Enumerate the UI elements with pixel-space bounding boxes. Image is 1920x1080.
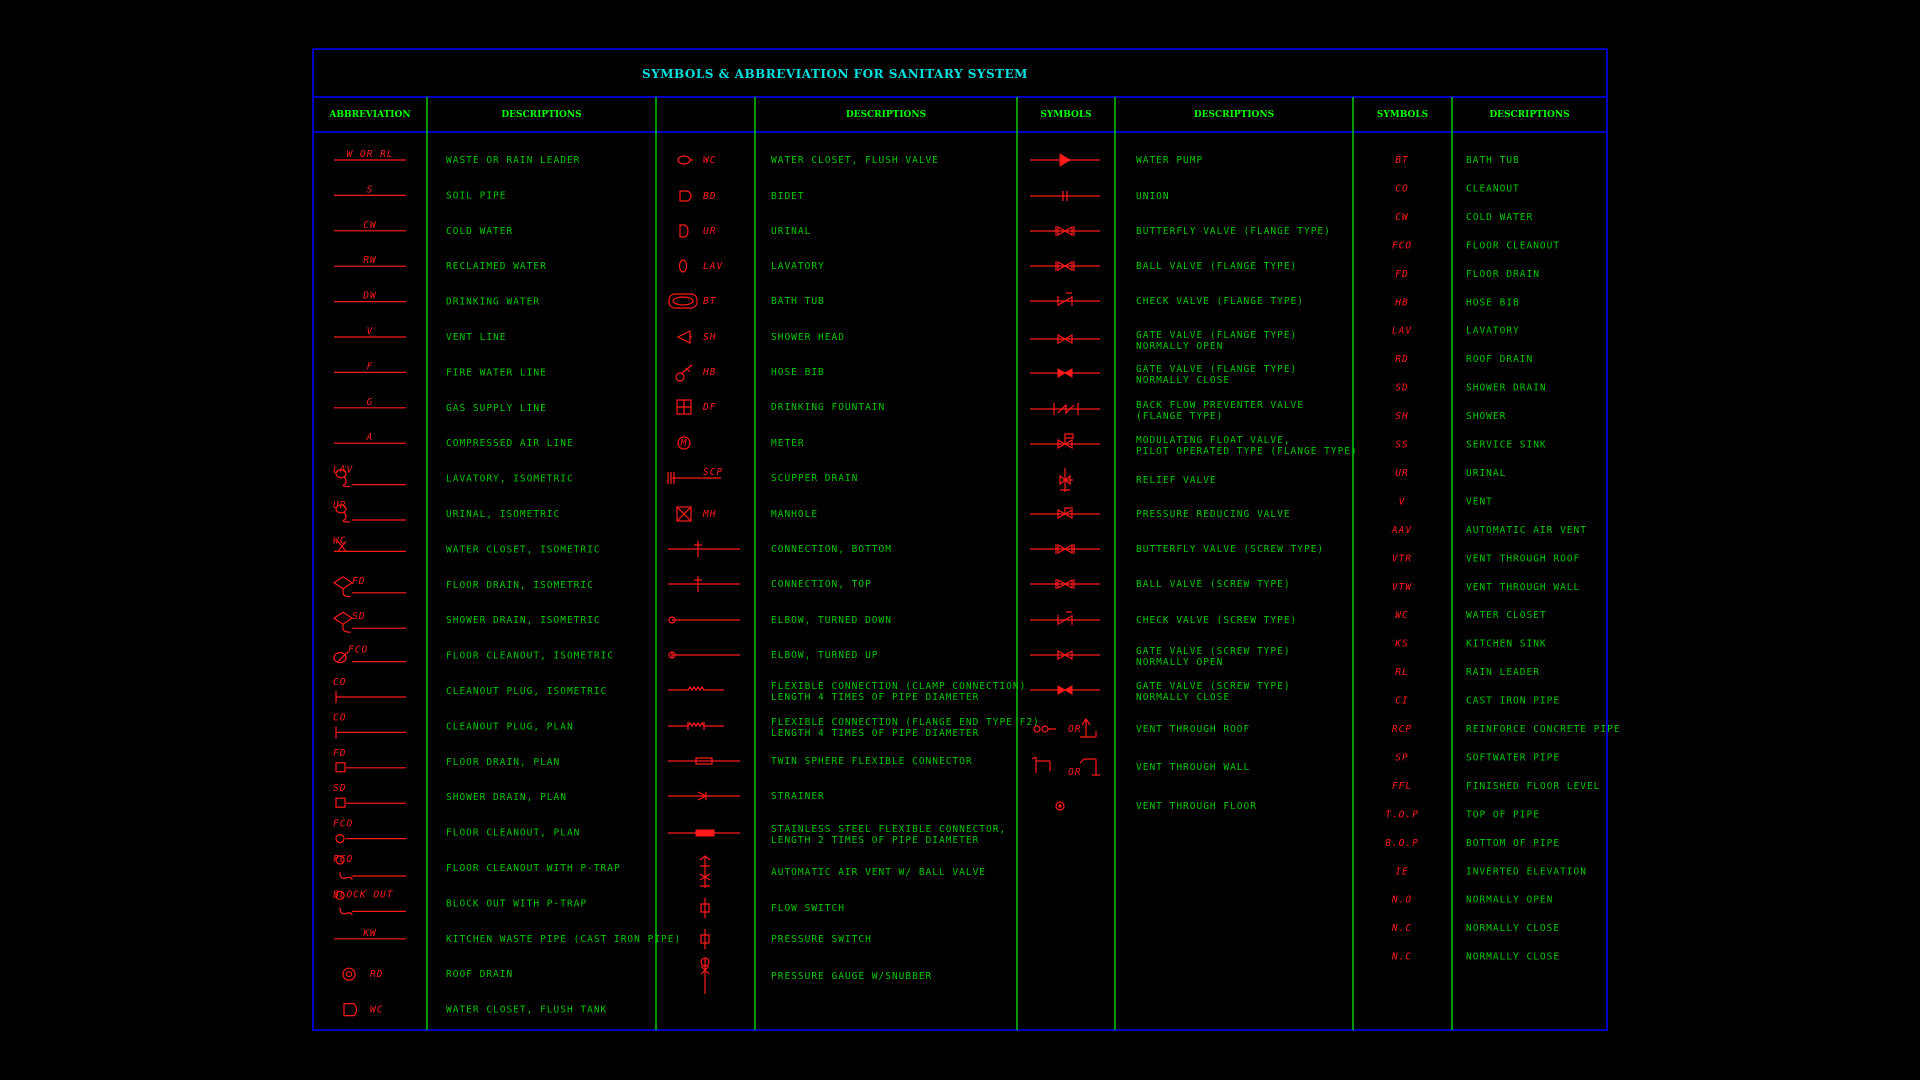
abbreviation-code: FD <box>1395 268 1409 280</box>
description-text: VENT THROUGH FLOOR <box>1136 801 1257 812</box>
description-text: ELBOW, TURNED DOWN <box>771 615 892 626</box>
symbol-code: DW <box>363 290 377 302</box>
symbol-code: BD <box>703 191 717 202</box>
stainless-connector-icon <box>696 830 714 836</box>
description-text: URINAL, ISOMETRIC <box>446 509 561 520</box>
abbreviation-code: V <box>1398 496 1406 508</box>
abbreviation-code: RL <box>1395 667 1409 679</box>
description-text-line2: NORMALLY CLOSE <box>1136 692 1231 703</box>
column-header: SYMBOLS <box>1376 110 1429 120</box>
symbol-code: F <box>366 361 374 373</box>
symbol-code: G <box>366 396 374 408</box>
description-text-line2: (FLANGE TYPE) <box>1136 411 1224 422</box>
abbreviation-code: KS <box>1395 638 1409 650</box>
description-text: SCUPPER DRAIN <box>771 473 859 484</box>
description-text: REINFORCE CONCRETE PIPE <box>1466 724 1621 735</box>
symbol-code: FCO <box>333 818 354 830</box>
column-header: ABBREVIATION <box>329 110 411 120</box>
description-text: AUTOMATIC AIR VENT <box>1466 524 1587 536</box>
description-text: SOFTWATER PIPE <box>1466 752 1561 764</box>
description-text: TOP OF PIPE <box>1466 809 1540 821</box>
description-text: FLOOR DRAIN, PLAN <box>446 756 561 768</box>
abbreviation-code: BT <box>1395 155 1409 166</box>
description-text-line2: LENGTH 4 TIMES OF PIPE DIAMETER <box>771 692 980 703</box>
abbreviation-code: N.C <box>1391 951 1413 963</box>
symbol-code: WC <box>370 1004 384 1016</box>
description-text: HOSE BIB <box>1466 297 1520 309</box>
description-text: CLEANOUT <box>1466 183 1520 195</box>
row-valve-11 <box>1030 544 1324 555</box>
abbreviation-code: AAV <box>1391 524 1413 536</box>
column-header: SYMBOLS <box>1040 110 1092 120</box>
description-text: MODULATING FLOAT VALVE, <box>1136 435 1291 446</box>
symbol-code: LAV <box>703 261 724 272</box>
abbreviation-code: RCP <box>1391 724 1413 735</box>
description-text-line2: LENGTH 2 TIMES OF PIPE DIAMETER <box>771 835 980 846</box>
description-text: PRESSURE REDUCING VALVE <box>1136 509 1291 520</box>
description-text: SHOWER DRAIN, PLAN <box>446 792 567 804</box>
description-text: SOIL PIPE <box>446 190 507 202</box>
description-text: CONNECTION, TOP <box>771 579 872 590</box>
abbreviation-code: SP <box>1395 752 1409 764</box>
description-text: NORMALLY CLOSE <box>1466 951 1561 963</box>
description-text: VENT THROUGH WALL <box>1136 762 1251 773</box>
abbreviation-code: CW <box>1395 211 1409 223</box>
column-header: DESCRIPTIONS <box>501 110 582 120</box>
description-text: SERVICE SINK <box>1466 439 1547 451</box>
description-text: GATE VALVE (FLANGE TYPE) <box>1136 364 1298 375</box>
description-text: SHOWER HEAD <box>771 332 845 343</box>
description-text: AUTOMATIC AIR VENT W/ BALL VALVE <box>771 867 987 878</box>
description-text: CLEANOUT PLUG, PLAN <box>446 721 574 733</box>
description-text: WATER CLOSET, ISOMETRIC <box>446 544 601 556</box>
description-text: BATH TUB <box>771 296 825 307</box>
symbol-code: SCP <box>703 467 724 478</box>
meter-letter: M <box>680 438 688 449</box>
description-text: BALL VALVE (SCREW TYPE) <box>1136 579 1291 590</box>
description-text: MANHOLE <box>771 509 819 520</box>
description-text: CHECK VALVE (FLANGE TYPE) <box>1136 296 1304 307</box>
abbreviation-code: LAV <box>1391 325 1413 337</box>
symbol-code: UR <box>333 500 347 511</box>
description-text: ROOF DRAIN <box>1466 354 1534 366</box>
description-text: ROOF DRAIN <box>446 969 514 981</box>
description-text: COMPRESSED AIR LINE <box>446 438 574 450</box>
symbol-code: FCO <box>348 644 369 656</box>
abbreviation-code: IE <box>1395 866 1409 878</box>
description-text: BIDET <box>771 191 805 202</box>
description-text: RELIEF VALVE <box>1136 475 1217 486</box>
description-text: FLOOR CLEANOUT WITH P-TRAP <box>446 863 621 874</box>
description-text: WASTE OR RAIN LEADER <box>446 155 581 166</box>
row-abbr-list-24 <box>1385 838 1560 849</box>
description-text: LAVATORY <box>1466 325 1520 337</box>
abbreviation-code: FFL <box>1391 780 1413 792</box>
description-text: BOTTOM OF PIPE <box>1466 837 1561 849</box>
description-text: WATER CLOSET, FLUSH VALVE <box>771 155 939 166</box>
symbol-code: WC <box>703 155 717 166</box>
description-text: STRAINER <box>771 791 825 802</box>
description-text: VENT <box>1466 496 1493 508</box>
symbol-code: UR <box>703 226 717 237</box>
symbol-code: V <box>366 326 374 337</box>
description-text: STAINLESS STEEL FLEXIBLE CONNECTOR, <box>771 824 1007 835</box>
abbreviation-code: T.O.P <box>1385 809 1419 821</box>
symbol-code: RD <box>370 969 384 981</box>
description-text: SHOWER DRAIN, ISOMETRIC <box>446 615 601 627</box>
description-text: UNION <box>1136 191 1170 202</box>
description-text: GATE VALVE (SCREW TYPE) <box>1136 681 1291 692</box>
symbol-code: S <box>366 184 374 196</box>
description-text: COLD WATER <box>446 225 514 237</box>
description-text: FLOOR CLEANOUT <box>1466 240 1561 252</box>
symbol-code: MH <box>703 509 717 520</box>
description-text: VENT THROUGH ROOF <box>1136 724 1251 735</box>
description-text: FLOOR DRAIN <box>1466 268 1540 280</box>
description-text: RECLAIMED WATER <box>446 261 547 273</box>
description-text: WATER CLOSET <box>1466 610 1547 622</box>
symbol-code: FD <box>333 747 347 759</box>
description-text: GATE VALVE (FLANGE TYPE) <box>1136 330 1298 341</box>
symbol-code: A <box>366 432 374 444</box>
description-text: WATER PUMP <box>1136 155 1204 166</box>
symbol-code: BLOCK OUT <box>333 889 394 901</box>
abbreviation-code: N.C <box>1391 923 1413 935</box>
description-text: GATE VALVE (SCREW TYPE) <box>1136 646 1291 657</box>
description-text-line2: NORMALLY CLOSE <box>1136 375 1231 386</box>
description-text: WATER CLOSET, FLUSH TANK <box>446 1004 608 1016</box>
symbol-code: CO <box>333 677 347 688</box>
symbol-code: KW <box>363 927 377 939</box>
description-text-line2: NORMALLY OPEN <box>1136 341 1224 352</box>
description-text: PRESSURE GAUGE W/SNUBBER <box>771 971 933 982</box>
description-text: BALL VALVE (FLANGE TYPE) <box>1136 261 1298 272</box>
description-text: BUTTERFLY VALVE (SCREW TYPE) <box>1136 544 1325 555</box>
abbreviation-code: FCO <box>1391 240 1413 252</box>
abbreviation-code: CO <box>1395 183 1409 195</box>
symbol-code: RW <box>363 255 377 267</box>
description-text: DRINKING FOUNTAIN <box>771 402 886 413</box>
description-text: GAS SUPPLY LINE <box>446 402 547 414</box>
vent-floor-dot <box>1059 805 1061 807</box>
description-text: CAST IRON PIPE <box>1466 695 1561 707</box>
description-text: LAVATORY <box>771 261 825 272</box>
description-text: FLOOR CLEANOUT, PLAN <box>446 827 581 839</box>
description-text: FLEXIBLE CONNECTION (CLAMP CONNECTION) <box>771 681 1027 692</box>
abbreviation-code: WC <box>1395 610 1409 622</box>
or-label: OR <box>1068 724 1082 735</box>
description-text: BACK FLOW PREVENTER VALVE <box>1136 400 1304 411</box>
description-text: CHECK VALVE (SCREW TYPE) <box>1136 615 1298 626</box>
description-text: METER <box>771 438 805 449</box>
description-text: NORMALLY CLOSE <box>1466 923 1561 935</box>
description-text: NORMALLY OPEN <box>1466 894 1554 906</box>
description-text: FLOOR CLEANOUT, ISOMETRIC <box>446 650 614 662</box>
abbreviation-code: VTR <box>1391 553 1413 565</box>
column-header: DESCRIPTIONS <box>1489 110 1570 120</box>
description-text-line2: NORMALLY OPEN <box>1136 657 1224 668</box>
abbreviation-code: B.O.P <box>1385 837 1419 849</box>
symbol-code: WC <box>333 535 347 547</box>
description-text: ELBOW, TURNED UP <box>771 650 879 661</box>
abbreviation-code: SS <box>1395 439 1409 451</box>
description-text: BUTTERFLY VALVE (FLANGE TYPE) <box>1136 226 1331 237</box>
description-text: KITCHEN WASTE PIPE (CAST IRON PIPE) <box>446 933 682 945</box>
column-header: DESCRIPTIONS <box>845 110 927 120</box>
abbreviation-code: CI <box>1395 695 1409 707</box>
description-text: COLD WATER <box>1466 211 1534 223</box>
abbreviation-code: VTW <box>1391 581 1413 593</box>
sheet-title: SYMBOLS & ABBREVIATION FOR SANITARY SYSTEM <box>642 67 1028 81</box>
symbol-code: DF <box>703 402 717 413</box>
description-text: FLOOR DRAIN, ISOMETRIC <box>446 579 594 591</box>
description-text: SHOWER <box>1466 411 1507 423</box>
symbol-code: FD <box>352 575 366 587</box>
description-text: VENT THROUGH WALL <box>1466 581 1581 593</box>
description-text: INVERTED ELEVATION <box>1466 866 1587 878</box>
abbreviation-code: UR <box>1395 467 1409 479</box>
abbreviation-code: RD <box>1395 354 1409 366</box>
description-text-line2: LENGTH 4 TIMES OF PIPE DIAMETER <box>771 728 980 739</box>
description-text: DRINKING WATER <box>446 296 541 308</box>
abbreviation-code: SH <box>1395 411 1409 423</box>
description-text: BATH TUB <box>1466 155 1520 166</box>
symbol-code: BT <box>703 296 717 307</box>
symbol-code: SH <box>703 332 717 343</box>
abbreviation-code: N.O <box>1391 894 1413 906</box>
symbol-code: SD <box>333 783 347 795</box>
row-fixture-7 <box>677 400 885 414</box>
description-text: PRESSURE SWITCH <box>771 934 872 945</box>
description-text: BLOCK OUT WITH P-TRAP <box>446 898 588 910</box>
symbol-code: LAV <box>333 464 354 476</box>
column-header: DESCRIPTIONS <box>1193 110 1275 120</box>
description-text: RAIN LEADER <box>1466 667 1540 679</box>
description-text: CLEANOUT PLUG, ISOMETRIC <box>446 686 608 697</box>
description-text: VENT THROUGH ROOF <box>1466 553 1581 565</box>
or-label: OR <box>1068 767 1082 778</box>
description-text: HOSE BIB <box>771 367 825 378</box>
description-text: FINISHED FLOOR LEVEL <box>1466 780 1601 792</box>
description-text: CONNECTION, BOTTOM <box>771 544 892 555</box>
description-text: FLEXIBLE CONNECTION (FLANGE END TYPE F2) <box>771 717 1040 728</box>
symbol-code: CW <box>363 219 377 231</box>
description-text: FLOW SWITCH <box>771 903 845 914</box>
abbreviation-code: HB <box>1395 297 1409 309</box>
description-text-line2: PILOT OPERATED TYPE (FLANGE TYPE) <box>1136 446 1358 457</box>
description-text: VENT LINE <box>446 332 507 343</box>
symbol-code: W OR RL <box>346 149 394 160</box>
symbol-code: CO <box>333 712 347 724</box>
description-text: LAVATORY, ISOMETRIC <box>446 473 574 485</box>
abbreviation-code: SD <box>1395 382 1409 394</box>
symbol-code: FCO <box>333 854 354 865</box>
description-text: TWIN SPHERE FLEXIBLE CONNECTOR <box>771 756 973 767</box>
description-text: SHOWER DRAIN <box>1466 382 1547 394</box>
description-text: KITCHEN SINK <box>1466 638 1547 650</box>
symbol-code: SD <box>352 611 366 623</box>
description-text: URINAL <box>771 226 812 237</box>
description-text: URINAL <box>1466 467 1507 479</box>
description-text: FIRE WATER LINE <box>446 367 547 379</box>
symbol-code: HB <box>703 367 717 378</box>
